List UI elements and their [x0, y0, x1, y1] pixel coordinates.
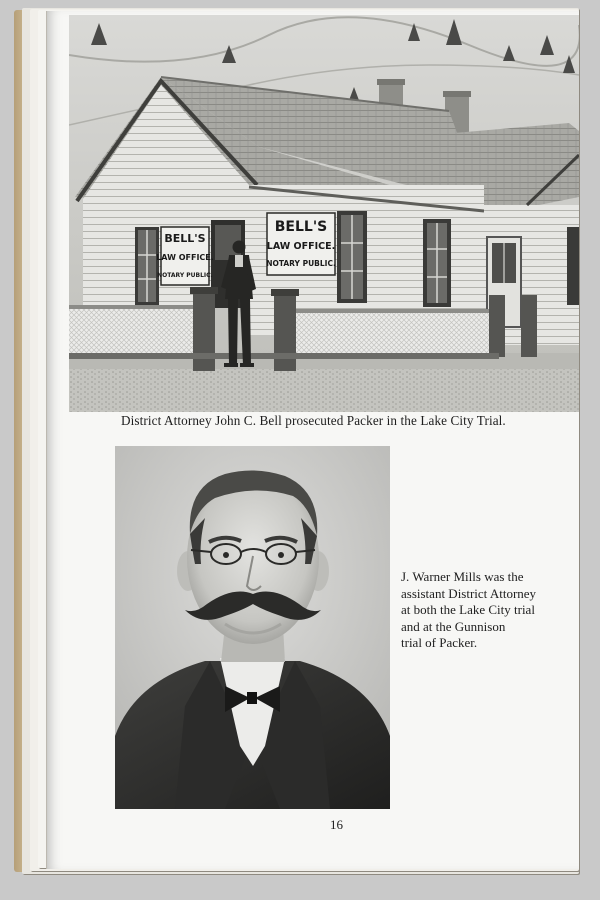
page-number: 16 [330, 817, 343, 832]
man-portrait-photo [115, 446, 390, 809]
law-office-building-photo [69, 15, 579, 412]
caption-portrait-line: at both the Lake City trial [401, 602, 535, 617]
law-office-sign-left [156, 227, 214, 285]
law-office-building-photo-icon [69, 15, 579, 412]
man-portrait-photo-icon [115, 446, 390, 809]
law-office-sign-right [266, 213, 336, 275]
svg-text:BELL'S: BELL'S [164, 232, 206, 245]
caption-portrait-line: trial of Packer. [401, 635, 478, 650]
caption-law-office-photo: District Attorney John C. Bell prosecuted Packer in the Lake City Trial. [121, 413, 506, 428]
caption-portrait-line: assistant District Attorney [401, 585, 537, 601]
caption-portrait-line: and at the Gunnison [401, 618, 506, 634]
svg-text:NOTARY PUBLIC.: NOTARY PUBLIC. [266, 259, 336, 268]
caption-portrait-line: J. Warner Mills was the [401, 569, 524, 584]
svg-text:LAW OFFICE.: LAW OFFICE. [156, 253, 214, 262]
book-page [46, 11, 579, 869]
svg-text:BELL'S: BELL'S [274, 219, 328, 235]
svg-text:LAW OFFICE.: LAW OFFICE. [266, 241, 336, 252]
svg-text:NOTARY PUBLIC.: NOTARY PUBLIC. [157, 272, 213, 279]
caption-portrait [401, 569, 579, 652]
